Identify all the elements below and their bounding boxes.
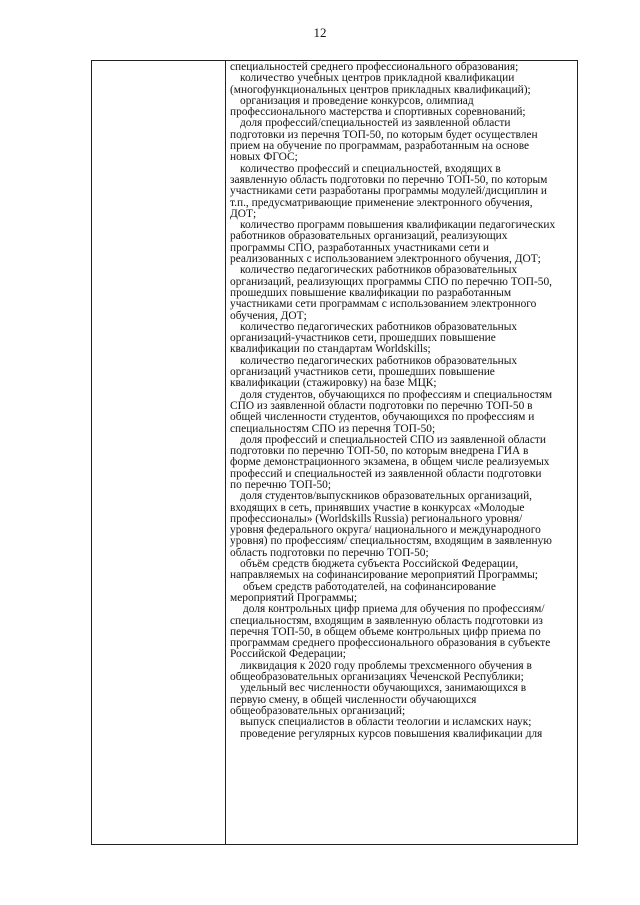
indicator-item: выпуск специалистов в области теологии и исламских наук; (240, 716, 532, 729)
indicator-item: удельный вес численности обучающихся, занимающихся в первую смену, в общей численности обучающихся общеобразовательных организаций; (230, 682, 527, 717)
indicator-item: количество педагогических работников образовательных организаций-участников сети, прошедших повышение квалификации по стандартам Worldskills; (230, 320, 518, 356)
indicator-item: количество программ повышения квалификации педагогических работников образовательных организаций, реализующих программы СПО, разработанных участниками сети и реализованных с использованием электронного обучения, ДОТ; (230, 219, 556, 266)
indicator-item: доля контрольных цифр приема для обучения по профессиям/ специальностям, входящим в заявленную область подготовки из перечня ТОП-50, в общем объеме контрольных цифр приема по программам среднего профессионального образования в субъекте Российской Федерации; (230, 603, 551, 661)
indicator-item: объем средств работодателей, на софинансирование мероприятий Программы; (230, 580, 496, 604)
indicator-item: организация и проведение конкурсов, олимпиад профессионального мастерства и спортивных соревнований; (230, 94, 526, 119)
page-number: 12 (313, 25, 327, 40)
indicator-item: ликвидация к 2020 году проблемы трехсменного обучения в общеобразовательных организациях Чеченской Республики; (230, 659, 532, 684)
table-right-column (227, 61, 577, 844)
indicator-item: доля профессий/специальностей из заявленной области подготовки из перечня ТОП-50, по которым будет осуществлен прием на обучение по программам, разработанным на основе новых ФГОС; (230, 117, 538, 164)
document-table (91, 60, 578, 845)
table-left-column (92, 61, 226, 844)
indicator-item: доля студентов/выпускников образовательных организаций, входящих в сеть, принявших участие в конкурсах «Молодые профессионалы» (Worldskills Russia) регионального уровня/ уровня федерального округа/ национального и международного уровня) по профессиям/ специальностям, входящим в заявленную область подготовки по перечню ТОП-50; (230, 490, 552, 559)
indicator-item: количество учебных центров прикладной квалификации (многофункциональных центров прикладных квалификаций); (230, 72, 531, 96)
indicator-item: специальностей среднего профессионального образования; (230, 61, 519, 73)
indicator-item: проведение регулярных курсов повышения квалификации для (240, 727, 543, 740)
indicator-item: доля профессий и специальностей СПО из заявленной области подготовки по перечню ТОП-50, по которым внедрена ГИА в форме демонстрационного экзамена, в общем числе реализуемых профессий и специальностей из заявленной области подготовки по перечню ТОП-50; (230, 433, 550, 491)
indicator-item: доля студентов, обучающихся по профессиям и специальностям СПО из заявленной области подготовки по перечню ТОП-50 в общей численности студентов, обучающихся по профессиям и специальностям СПО из перечня ТОП-50; (230, 388, 553, 435)
indicator-item: количество педагогических работников образовательных организаций участников сети, прошедших повышение квалификации (стажировку) на базе МЦК; (230, 354, 518, 390)
indicator-item: количество педагогических работников образовательных организаций, реализующих программы СПО по перечню ТОП-50, прошедших повышение квалификации по разработанным участниками сети программам с использованием электронного обучения, ДОТ; (230, 264, 553, 322)
indicator-item: количество профессий и специальностей, входящих в заявленную область подготовки по перечню ТОП-50, по которым участниками сети разработаны программы модулей/дисциплин и т.п., предусматривающие применение электронного обучения, ДОТ; (230, 162, 548, 220)
indicator-item: объём средств бюджета субъекта Российской Федерации, направляемых на софинансирование мероприятий Программы; (230, 558, 538, 582)
